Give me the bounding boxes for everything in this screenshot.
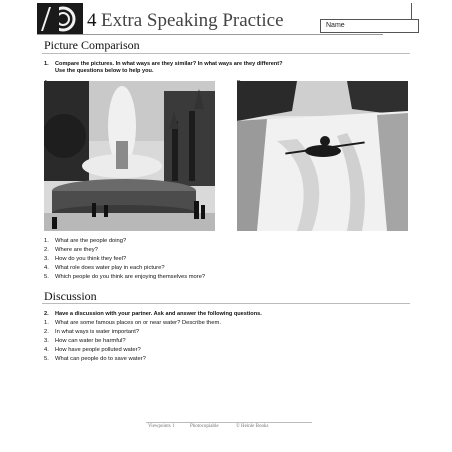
unit-logo-icon [37, 3, 83, 35]
instruction-number: 2. [44, 311, 49, 317]
instruction-number: 1. [44, 61, 49, 67]
header-rule [37, 34, 383, 35]
name-field[interactable] [320, 19, 419, 33]
section-rule [42, 53, 410, 54]
section-rule [42, 303, 410, 304]
instruction-line: Have a discussion with your partner. Ask and answer the following questions. [55, 311, 262, 317]
name-label: Name [326, 22, 345, 29]
page-title: Extra Speaking Practice [101, 10, 284, 31]
footer-series: Viewpoints 1 [148, 424, 175, 429]
instruction-line: Compare the pictures. In what ways are they similar? In what ways are they different? [55, 61, 283, 67]
instruction-line: Use the questions below to help you. [55, 68, 154, 74]
photo-b-waterfall [237, 81, 408, 231]
worksheet-page: 4 Extra Speaking Practice Name Picture Comparison 1. Compare the pictures. In what ways are they similar? In what ways are they different? Use the questions below to help you. 1. What are the people doing? 2. Where are they? 3. How do you think they feel? 4. What role does water play in each picture? 5. Which people do you think are enjoying themselves more? Discussion 2. Have a discussion with your partner. Ask and answer the following questions. 1. What are some famous places on or near water? Describe them. 2. In what ways is water important? 3. How can water be harmful? 4. How have people polluted water? 5. What can people do to save water? Viewpoints 1 Photocopiable © Heinle Books [0, 0, 452, 452]
page-footer [146, 422, 312, 431]
header-divider [411, 3, 412, 19]
worksheet-header [37, 3, 383, 35]
footer-publisher: © Heinle Books [236, 424, 269, 429]
picture-comparison-heading: Picture Comparison [44, 38, 140, 52]
unit-number: 4 [87, 10, 97, 31]
photo-a-fountain [44, 81, 215, 231]
discussion-heading: Discussion [44, 289, 97, 303]
footer-note: Photocopiable [190, 424, 219, 429]
